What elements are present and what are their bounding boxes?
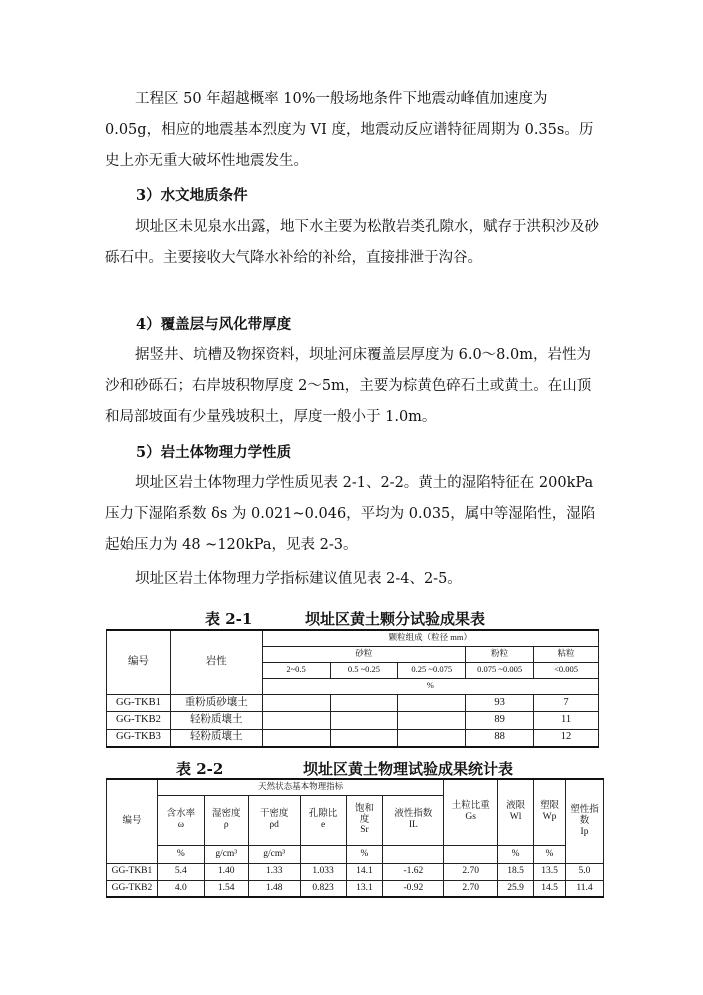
heading-rock-properties: 5）岩土体物理力学性质	[136, 444, 292, 461]
table1-range: 0.5 ~0.25	[330, 662, 398, 678]
table2-unit: %	[346, 845, 383, 863]
table1-range: 0.25 ~0.075	[398, 662, 466, 678]
heading-overburden: 4）覆盖层与风化带厚度	[136, 316, 292, 333]
table1-cell-clay: 7	[534, 694, 599, 712]
physical-test-table	[106, 778, 604, 898]
table1-cell-clay: 12	[534, 729, 599, 747]
table2-cell-id: GG-TKB2	[107, 880, 158, 897]
table2-header-gs: 土粒比重 Gs	[444, 779, 498, 845]
table2-unit: %	[157, 845, 204, 863]
paragraph-seismic: 工程区 50 年超越概率 10%一般场地条件下地震动峰值加速度为 0.05g，相应的地震基本烈度为 VI 度，地震动反应谱特征周期为 0.35s。历史上亦无重大破坏性地震发生。	[105, 91, 594, 169]
table1-cell-silt: 89	[466, 712, 534, 730]
table2-header-id: 编号	[107, 779, 158, 863]
table2-header-group: 天然状态基本物理指标	[157, 779, 443, 795]
table2-header-sr: 饱和 度 Sr	[346, 795, 383, 845]
table1-cell-clay: 11	[534, 712, 599, 730]
table2-unit	[444, 845, 498, 863]
paragraph-overburden: 据竖井、坑槽及物探资料，坝址河床覆盖层厚度为 6.0～8.0m，岩性为沙和砂砾石；右岸坡积物厚度 2～5m，主要为棕黄色碎石土或黄土。在山顶和局部坡面有少量残坡积土，厚度一般小于 1.0m。	[105, 347, 592, 425]
table2-number: 表 2-2	[176, 760, 224, 778]
table-row	[107, 729, 599, 747]
table-row	[107, 712, 599, 730]
table-row	[107, 694, 599, 712]
heading-hydrogeology: 3）水文地质条件	[136, 187, 248, 204]
table2-cell: 5.0	[565, 863, 603, 880]
table2-cell: 11.4	[565, 880, 603, 897]
table1-title: 坝址区黄土颗分试验成果表	[305, 610, 486, 628]
table2-header-il: 液性指数 IL	[383, 795, 444, 845]
table1-header-id: 编号	[107, 630, 171, 694]
table2-header-e: 孔隙比 e	[300, 795, 346, 845]
table2-unit	[383, 845, 444, 863]
table1-cell-id: GG-TKB3	[107, 729, 171, 747]
table2-cell: 25.9	[498, 880, 534, 897]
table2-cell: 4.0	[157, 880, 204, 897]
table2-cell: 5.4	[157, 863, 204, 880]
table1-range: 2~0.5	[262, 662, 330, 678]
table2-cell: 2.70	[444, 880, 498, 897]
table2-cell: 14.5	[534, 880, 566, 897]
table2-cell: 13.5	[534, 863, 566, 880]
table2-cell: 13.1	[346, 880, 383, 897]
table-row	[107, 880, 604, 897]
paragraph-recommended-values: 坝址区岩土体物理力学指标建议值见表 2-4、2-5。	[135, 571, 462, 587]
table2-title: 坝址区黄土物理试验成果统计表	[303, 760, 514, 778]
table1-number: 表 2-1	[205, 610, 253, 628]
table1-cell-rock: 轻粉质壤土	[170, 729, 262, 747]
table1-cell-id: GG-TKB1	[107, 694, 171, 712]
grain-size-table	[106, 629, 599, 748]
table2-cell: -0.92	[383, 880, 444, 897]
table2-cell: 1.48	[248, 880, 300, 897]
table-row	[107, 863, 604, 880]
paragraph-rock-properties: 坝址区岩土体物理力学性质见表 2-1、2-2。黄土的湿陷特征在 200kPa 压力下湿陷系数 δs 为 0.021~0.046，平均为 0.035，属中等湿陷性，湿陷起始压力为 48 ~120kPa，见表 2-3。	[105, 475, 596, 553]
table1-range: 0.075 ~0.005	[466, 662, 534, 678]
table1-cell-silt: 93	[466, 694, 534, 712]
table2-unit: %	[498, 845, 534, 863]
table2-cell: 1.033	[300, 863, 346, 880]
table2-header-wl: 液限 Wl	[498, 779, 534, 845]
table2-cell: 1.33	[248, 863, 300, 880]
table2-header-rhod: 干密度 ρd	[248, 795, 300, 845]
table1-cell-id: GG-TKB2	[107, 712, 171, 730]
table1-header-rock: 岩性	[170, 630, 262, 694]
table2-header-ip: 塑性指 数 Ip	[565, 779, 603, 863]
table2-unit: %	[534, 845, 566, 863]
table1-cell-rock: 轻粉质壤土	[170, 712, 262, 730]
table1-header-group: 颗粒组成（粒径 mm）	[262, 630, 598, 646]
table2-cell: 2.70	[444, 863, 498, 880]
table1-cell-rock: 重粉质砂壤土	[170, 694, 262, 712]
table2-cell-id: GG-TKB1	[107, 863, 158, 880]
table1-header-sand: 砂粒	[262, 646, 466, 662]
table2-cell: -1.62	[383, 863, 444, 880]
table1-header-clay: 粘粒	[534, 646, 599, 662]
table1-cell-silt: 88	[466, 729, 534, 747]
table2-cell: 1.54	[204, 880, 248, 897]
paragraph-hydrogeology: 坝址区未见泉水出露，地下水主要为松散岩类孔隙水，赋存于洪积沙及砂砾石中。主要接收大气降水补给的补给，直接排泄于沟谷。	[105, 219, 599, 266]
table2-cell: 1.40	[204, 863, 248, 880]
table2-cell: 18.5	[498, 863, 534, 880]
table2-unit: g/cm³	[248, 845, 300, 863]
table1-range: <0.005	[534, 662, 599, 678]
table2-header-w: 含水率 ω	[157, 795, 204, 845]
table2-unit	[300, 845, 346, 863]
table2-cell: 0.823	[300, 880, 346, 897]
table1-header-silt: 粉粒	[466, 646, 534, 662]
table2-header-rho: 湿密度 ρ	[204, 795, 248, 845]
table2-unit: g/cm³	[204, 845, 248, 863]
table2-header-wp: 塑限 Wp	[534, 779, 566, 845]
table1-unit: %	[262, 678, 598, 694]
table2-cell: 14.1	[346, 863, 383, 880]
